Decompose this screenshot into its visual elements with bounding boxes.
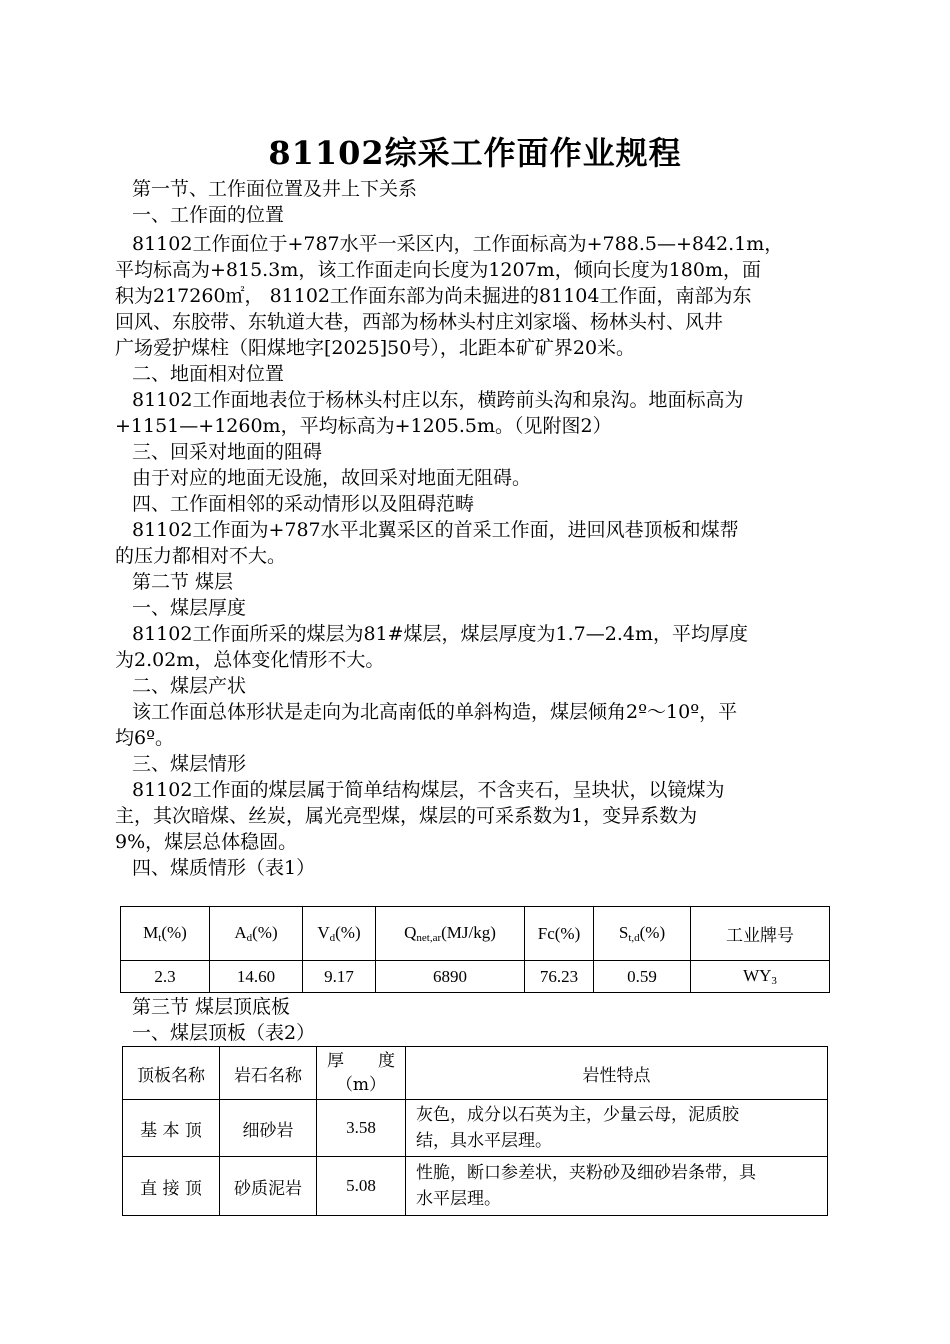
header-subscript: d: [246, 932, 253, 944]
paragraph-line: 均6º。: [115, 727, 175, 749]
header-unit: （m）: [335, 1075, 387, 1095]
header-text: Fc(%): [537, 923, 581, 943]
subsection-heading: 一、煤层厚度: [132, 597, 247, 619]
page-title: 81102综采工作面作业规程: [268, 134, 682, 172]
header-text: 工业牌号: [726, 926, 794, 946]
header-cell: 岩石名称: [220, 1047, 317, 1100]
table-cell: [691, 961, 830, 993]
paragraph-line: 平均标高为+815.3m，该工作面走向长度为1207m，倾向长度为180m，面: [115, 259, 761, 281]
feature-line: 灰色，成分以石英为主，少量云母，泥质胶: [416, 1105, 739, 1125]
subsection-heading: 二、煤层产状: [132, 675, 247, 697]
subsection-heading: 四、工作面相邻的采动情形以及阻碍范畴: [132, 493, 475, 515]
header-unit: (%): [335, 923, 361, 942]
roof-table: [122, 1046, 828, 1216]
subsection-heading: 三、回采对地面的阻碍: [132, 441, 323, 463]
header-text: Q: [404, 923, 417, 942]
header-text: 度: [378, 1051, 395, 1071]
header-cell: [691, 907, 830, 961]
header-text: M: [143, 923, 159, 942]
feature-line: 结，具水平层理。: [416, 1131, 552, 1151]
header-cell: [376, 907, 525, 961]
subsection-heading: 三、煤层情形: [132, 753, 247, 775]
table-cell: 5.08: [317, 1157, 406, 1216]
table-cell: 14.60: [210, 961, 303, 993]
paragraph-line: 由于对应的地面无设施，故回采对地面无阻碍。: [132, 467, 532, 489]
paragraph-line: 81102工作面位于+787水平一采区内，工作面标高为+788.5—+842.1m，: [132, 233, 784, 255]
header-text: A: [234, 923, 247, 942]
feature-line: 性脆，断口参差状，夹粉砂及细砂岩条带，具: [416, 1163, 756, 1183]
table-cell: 0.59: [594, 961, 691, 993]
table-row: [121, 961, 830, 993]
header-cell: [525, 907, 594, 961]
header-subscript: net,ar: [416, 932, 442, 944]
grade-subscript: 3: [771, 975, 777, 987]
header-unit: (%): [639, 923, 666, 942]
section-heading: 第二节 煤层: [132, 571, 234, 593]
paragraph-line: 81102工作面地表位于杨林头村庄以东，横跨前头沟和泉沟。地面标高为: [132, 389, 744, 411]
subsection-heading: 二、地面相对位置: [132, 363, 285, 385]
header-cell: [210, 907, 303, 961]
header-cell: [317, 1047, 406, 1100]
paragraph-line: +1151—+1260m，平均标高为+1205.5m。（见附图2）: [115, 415, 612, 437]
table-cell: 砂质泥岩: [220, 1157, 317, 1216]
header-subscript: d: [329, 932, 336, 944]
paragraph-line: 为2.02m，总体变化情形不大。: [115, 649, 385, 671]
table-cell: 9.17: [303, 961, 376, 993]
table-header-row: [121, 907, 830, 961]
header-subscript: t: [158, 932, 162, 944]
paragraph-line: 的压力都相对不大。: [115, 545, 287, 567]
header-text: 厚: [327, 1051, 344, 1071]
subsection-heading: 四、煤质情形（表1）: [132, 857, 316, 879]
paragraph-line: 回风、东胶带、东轨道大巷，西部为杨林头村庄刘家堖、杨林头村、风井: [115, 311, 724, 333]
paragraph-line: 81102工作面的煤层属于简单结构煤层，不含夹石，呈块状，以镜煤为: [132, 779, 725, 801]
paragraph-line: 主，其次暗煤、丝炭，属光亮型煤，煤层的可采系数为1，变异系数为: [115, 805, 698, 827]
table-cell: [406, 1157, 828, 1216]
header-cell: [594, 907, 691, 961]
paragraph-line: 81102工作面所采的煤层为81#煤层，煤层厚度为1.7—2.4m，平均厚度: [132, 623, 748, 645]
paragraph-line: 积为217260㎡， 81102工作面东部为尚未掘进的81104工作面，南部为东: [115, 285, 752, 307]
table-cell: 2.3: [121, 961, 210, 993]
table-row: [123, 1100, 828, 1157]
header-cell: 顶板名称: [123, 1047, 220, 1100]
header-unit: (%): [252, 923, 278, 942]
header-text: S: [618, 923, 629, 942]
header-cell: [121, 907, 210, 961]
feature-line: 水平层理。: [416, 1189, 501, 1209]
subsection-heading: 一、工作面的位置: [132, 204, 285, 226]
paragraph-line: 9%，煤层总体稳固。: [115, 831, 298, 853]
table-cell: 76.23: [525, 961, 594, 993]
paragraph-line: 广场爱护煤柱（阳煤地字[2025]50号），北距本矿矿界20米。: [115, 337, 636, 359]
header-unit: (MJ/kg): [441, 923, 496, 942]
subsection-heading: 一、煤层顶板（表2）: [132, 1022, 316, 1044]
paragraph-line: 81102工作面为+787水平北翼采区的首采工作面，进回风巷顶板和煤帮: [132, 519, 739, 541]
header-cell: 岩性特点: [406, 1047, 828, 1100]
table-cell: [406, 1100, 828, 1157]
section-heading: 第一节、工作面位置及井上下关系: [132, 178, 418, 200]
header-cell: [303, 907, 376, 961]
table-cell: 基 本 顶: [123, 1100, 220, 1157]
table-cell: 3.58: [317, 1100, 406, 1157]
paragraph-line: 该工作面总体形状是走向为北高南低的单斜构造，煤层倾角2º～10º，平: [132, 701, 738, 723]
table-cell: 直 接 顶: [123, 1157, 220, 1216]
coal-quality-table: [120, 906, 830, 993]
grade-text: WY: [743, 966, 772, 985]
table-cell: 细砂岩: [220, 1100, 317, 1157]
header-unit: (%): [161, 923, 187, 942]
table-cell: 6890: [376, 961, 525, 993]
table-header-row: [123, 1047, 828, 1100]
header-subscript: t,d: [628, 932, 640, 944]
header-text: V: [317, 923, 330, 942]
section-heading: 第三节 煤层顶底板: [132, 996, 291, 1018]
table-row: [123, 1157, 828, 1216]
